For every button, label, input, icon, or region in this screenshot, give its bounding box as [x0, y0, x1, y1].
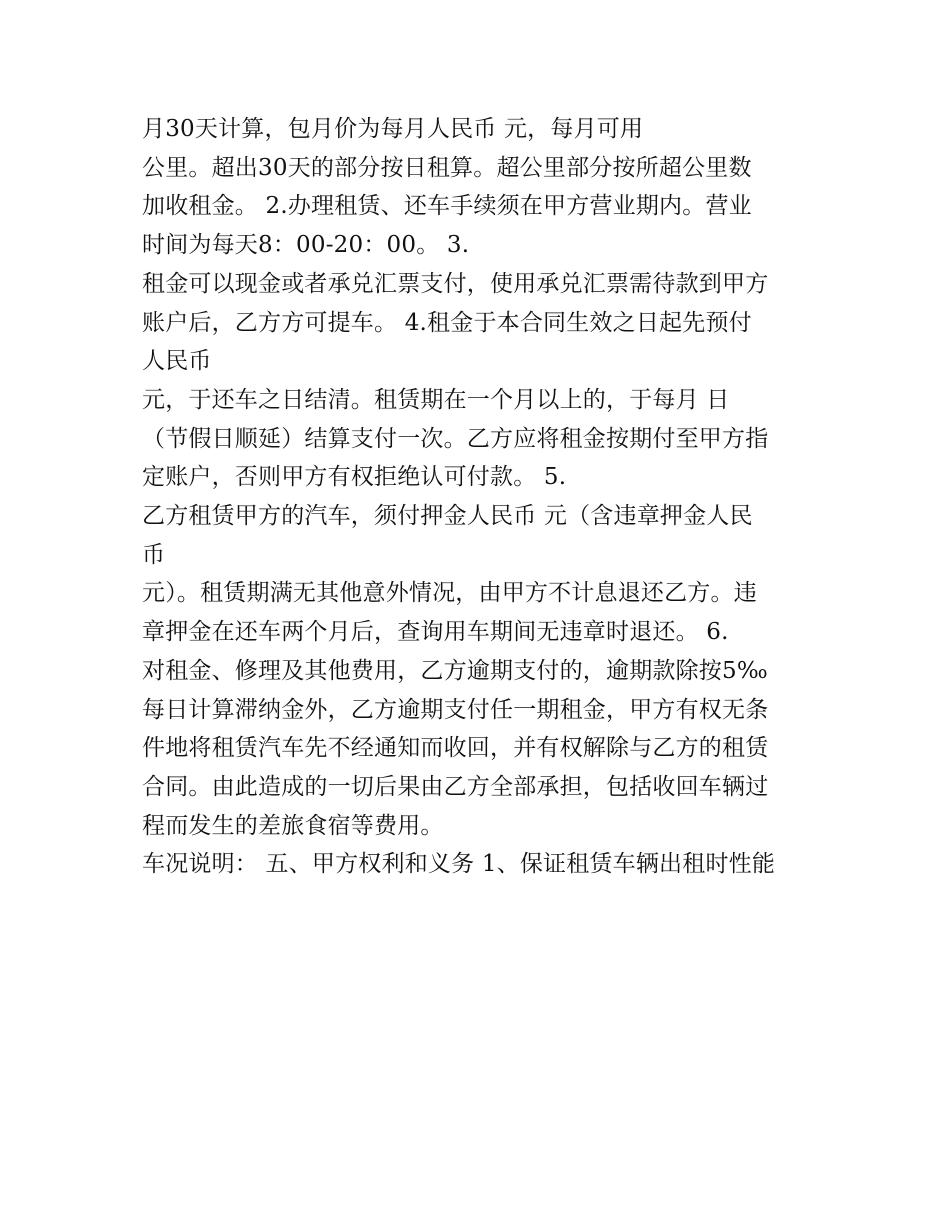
text-line-10: 定账户，否则甲方有权拒绝认可付款。 5. [142, 464, 567, 491]
text-line-6: 账户后，乙方方可提车。 4.租金于本合同生效之日起先预付 [142, 309, 752, 336]
text-line-20: 车况说明： 五、甲方权利和义务 1、保证租赁车辆出租时性能 [142, 851, 776, 878]
text-line-12: 币 [142, 541, 166, 568]
text-line-17: 件地将租赁汽车先不经通知而收回，并有权解除与乙方的租赁 [142, 735, 769, 762]
text-line-18: 合同。由此造成的一切后果由乙方全部承担，包括收回车辆过 [142, 773, 769, 800]
text-line-14: 章押金在还车两个月后，查询用车期间无违章时退还。 6. [142, 619, 729, 646]
text-line-13: 元）。租赁期满无其他意外情况，由甲方不计息退还乙方。违 [142, 580, 757, 607]
text-line-8: 元，于还车之日结清。租赁期在一个月以上的，于每月 日 [142, 386, 730, 413]
text-line-1: 月30天计算，包月价为每月人民币 元，每月可用 [142, 116, 644, 142]
text-line-4: 时间为每天8：00-20：00。 3. [142, 232, 470, 259]
text-line-2: 公里。超出30天的部分按日租算。超公里部分按所超公里数 [142, 154, 752, 181]
text-line-9: （节假日顺延）结算支付一次。乙方应将租金按期付至甲方指 [142, 425, 769, 452]
text-line-16: 每日计算滞纳金外，乙方逾期支付任一期租金，甲方有权无条 [142, 696, 769, 723]
text-line-3: 加收租金。 2.办理租赁、还车手续须在甲方营业期内。营业 [142, 193, 752, 220]
text-line-19: 程而发生的差旅食宿等费用。 [142, 812, 444, 839]
text-line-7: 人民币 [142, 348, 212, 375]
text-line-15: 对租金、修理及其他费用，乙方逾期支付的，逾期款除按5‰ [142, 657, 768, 684]
contract-text-body [142, 110, 842, 884]
text-line-11: 乙方租赁甲方的汽车，须付押金人民币 元（含违章押金人民 [142, 503, 753, 530]
text-line-5: 租金可以现金或者承兑汇票支付，使用承兑汇票需待款到甲方 [142, 270, 769, 297]
